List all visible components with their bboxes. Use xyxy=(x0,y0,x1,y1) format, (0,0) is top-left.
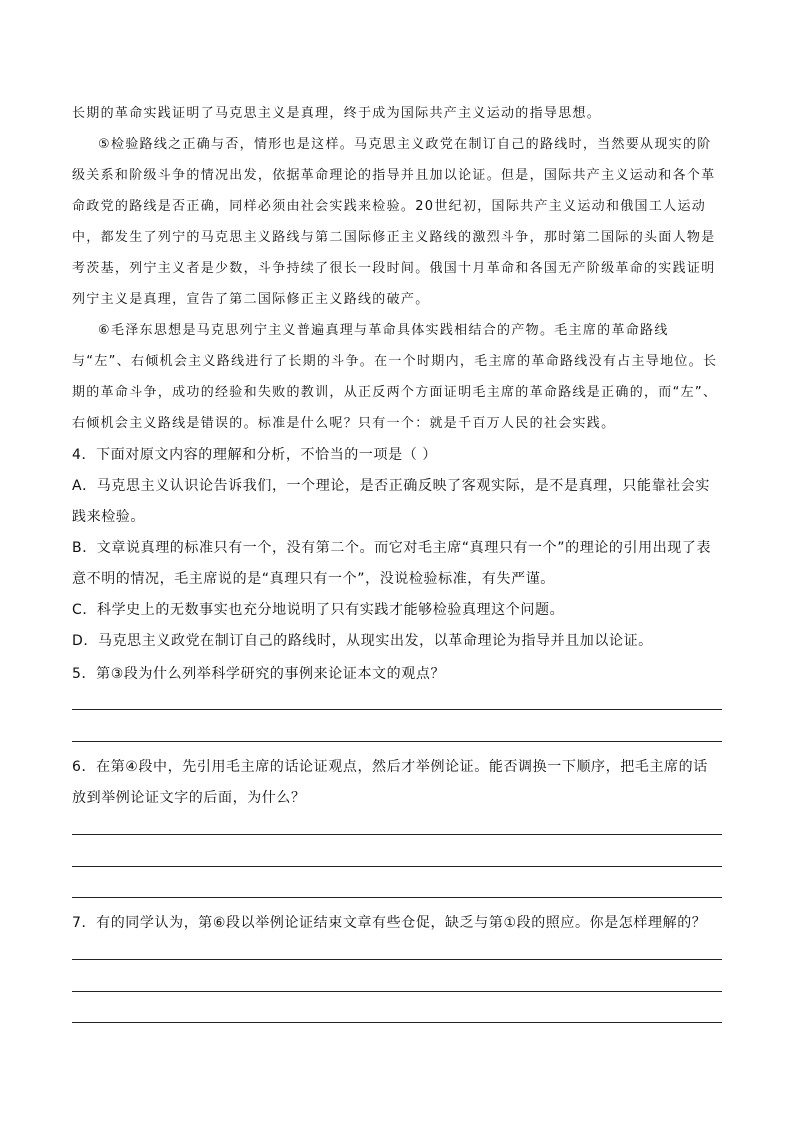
answer-line[interactable] xyxy=(72,834,722,835)
question-6-stem: 6．在第④段中，先引用毛主席的话论证观点，然后才举例论证。能否调换一下顺序，把毛主席的话放到举例论证文字的后面，为什么？ xyxy=(72,759,708,806)
answer-line[interactable] xyxy=(72,959,722,960)
question-4-stem: 4．下面对原文内容的理解和分析，不恰当的一项是（ ） xyxy=(72,447,437,463)
question-7 xyxy=(72,908,722,939)
answer-line[interactable] xyxy=(72,741,722,742)
question-6 xyxy=(72,752,722,814)
question-5-stem: 5．第③段为什么列举科学研究的事例来论证本文的观点？ xyxy=(72,666,446,682)
question-4-option-d: D．马克思主义政党在制订自己的路线时，从现实出发，以革命理论为指导并且加以论证。 xyxy=(72,633,653,649)
question-4-option-b: B．文章说真理的标准只有一个，没有第二个。而它对毛主席“真理只有一个”的理论的引用出现了表意不明的情况，毛主席说的是“真理只有一个”，没说检验标准，有失严谨。 xyxy=(72,540,712,587)
answer-line[interactable] xyxy=(72,991,722,992)
passage-paragraph-5: ⑤检验路线之正确与否，情形也是这样。马克思主义政党在制订自己的路线时，当然要从现实的阶级关系和阶级斗争的情况出发，依据革命理论的指导并且加以论证。但是，国际共产主义运动和各个革命政党的路线是否正确，同样必须由社会实践来检验。20世纪初，国际共产主义运动和俄国工人运动中，都发生了列宁的马克思主义路线与第二国际修正主义路线的激烈斗争，那时第二国际的头面人物是考茨基，列宁主义者是少数，斗争持续了很长一段时间。俄国十月革命和各国无产阶级革命的实践证明列宁主义是真理，宣告了第二国际修正主义路线的破产。 xyxy=(72,137,716,307)
question-5 xyxy=(72,659,722,690)
passage-paragraph-6: ⑥毛泽东思想是马克思列宁主义普遍真理与革命具体实践相结合的产物。毛主席的革命路线与“左”、右倾机会主义路线进行了长期的斗争。在一个时期内，毛主席的革命路线没有占主导地位。长期的革命斗争，成功的经验和失败的教训，从正反两个方面证明毛主席的革命路线是正确的，而“左”、右倾机会主义路线是错误的。标准是什么呢？只有一个：就是千百万人民的社会实践。 xyxy=(72,323,718,431)
answer-line[interactable] xyxy=(72,1022,722,1023)
answer-line[interactable] xyxy=(72,709,722,710)
answer-line[interactable] xyxy=(72,897,722,898)
question-4-option-a: A．马克思主义认识论告诉我们，一个理论，是否正确反映了客观实际，是不是真理，只能靠社会实践来检验。 xyxy=(72,478,710,525)
passage-continued-line: 长期的革命实践证明了马克思主义是真理，终于成为国际共产主义运动的指导思想。 xyxy=(72,106,602,121)
reading-passage xyxy=(72,98,722,439)
question-7-stem: 7．有的同学认为，第⑥段以举例论证结束文章有些仓促，缺乏与第①段的照应。你是怎样理解的？ xyxy=(72,915,707,931)
answer-line[interactable] xyxy=(72,866,722,867)
question-4-option-c: C．科学史上的无数事实也充分地说明了只有实践才能够检验真理这个问题。 xyxy=(72,602,565,618)
question-4 xyxy=(72,440,722,657)
